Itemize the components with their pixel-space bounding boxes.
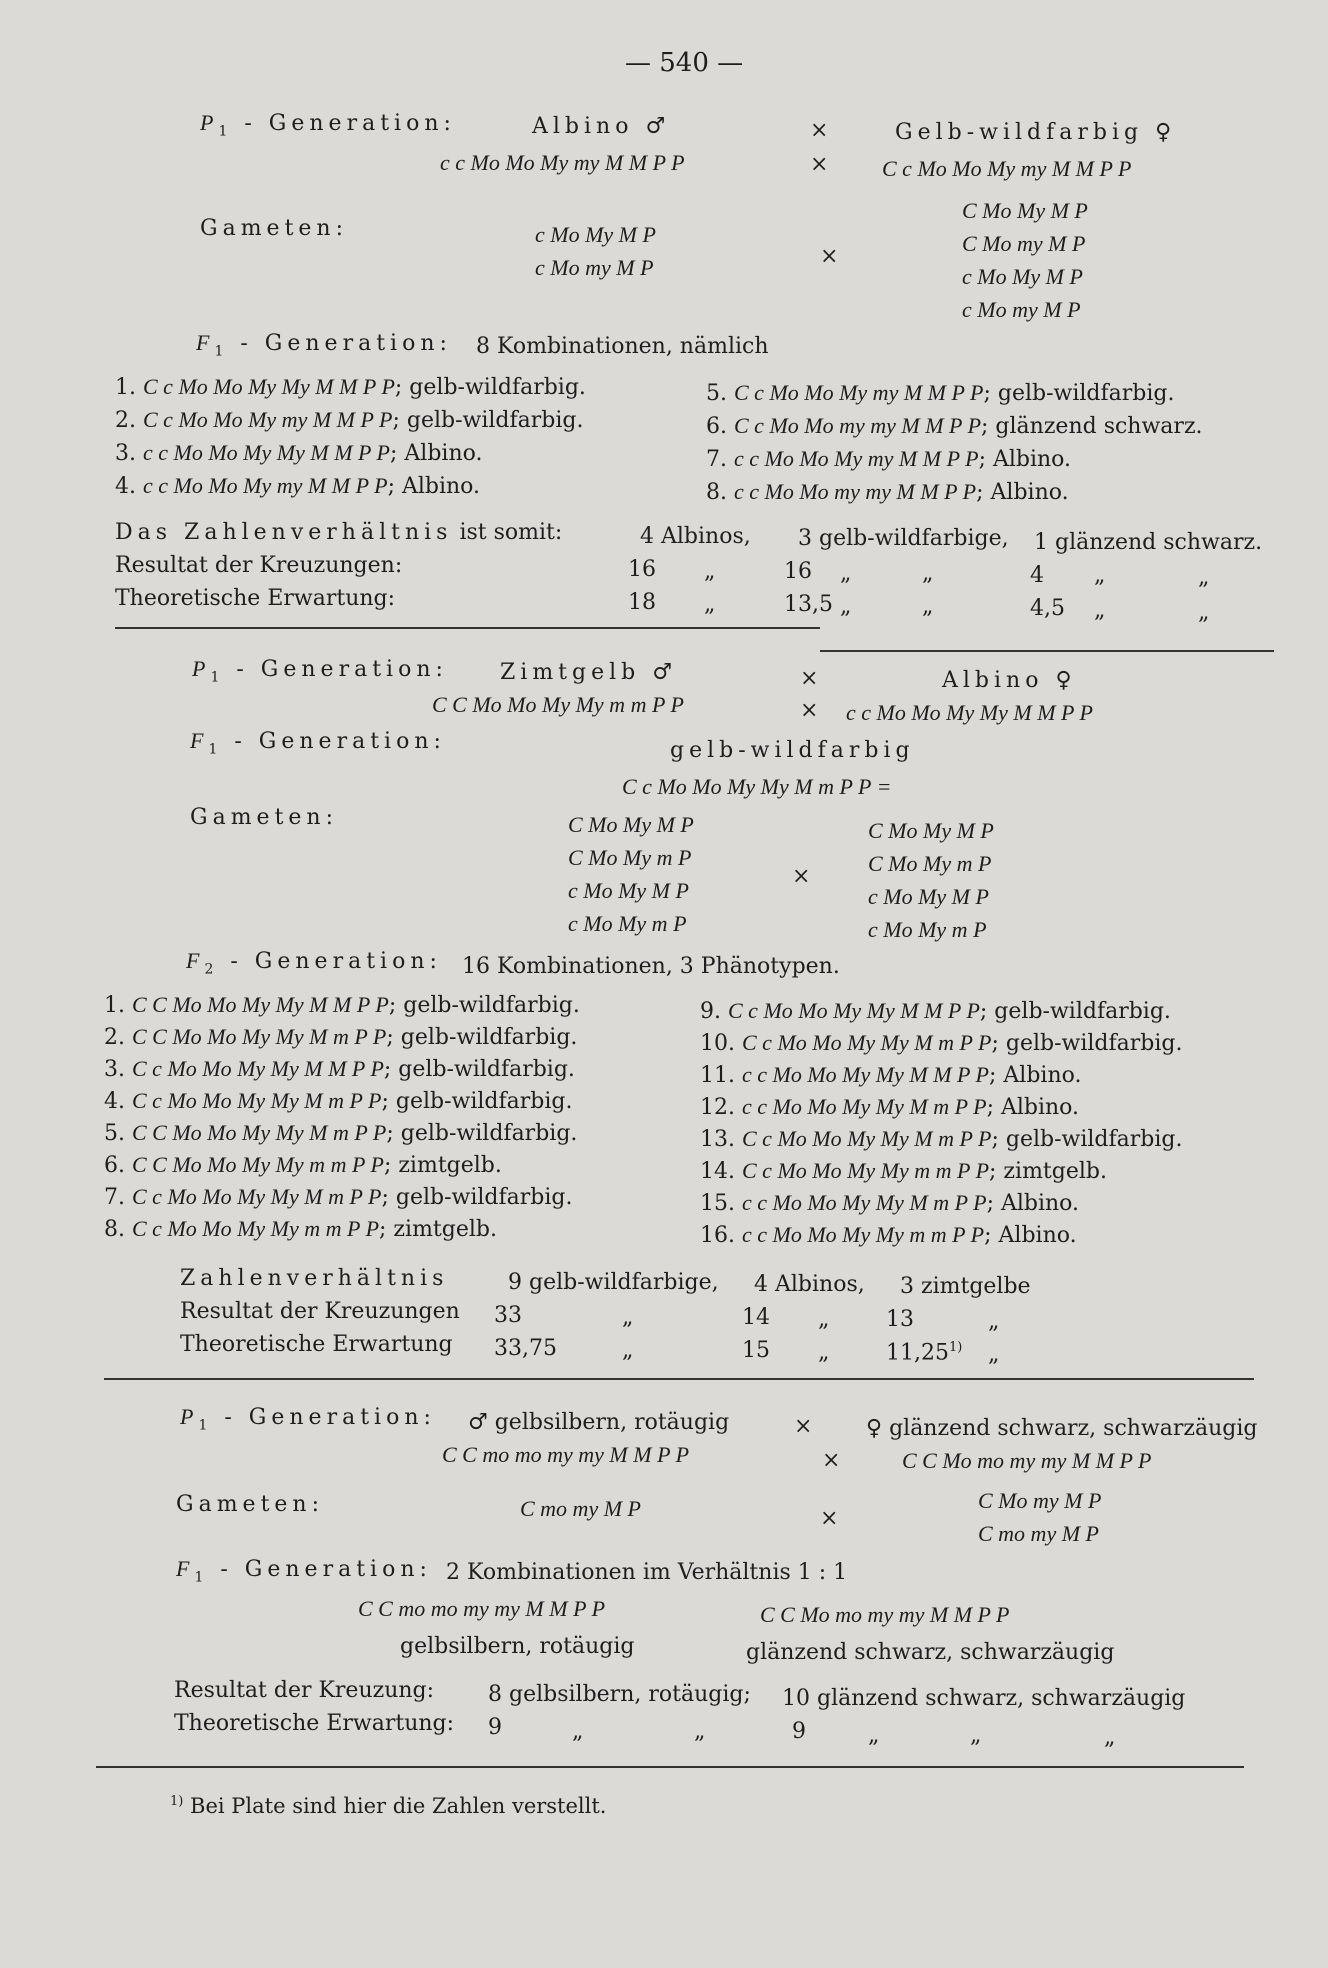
c1-theory-label: Theoretische Erwartung: xyxy=(115,586,396,611)
c2-cross-sign-2: × xyxy=(800,698,819,723)
c1-cross-sign-2: × xyxy=(810,152,829,177)
c2-combo-6: 6. C C Mo Mo My My m m P P; zimtgelb. xyxy=(104,1152,502,1178)
c2-female-phenotype: Albino ♀ xyxy=(942,668,1077,693)
c1-female-genotype: C c Mo Mo My my M M P P xyxy=(882,156,1132,181)
c1-f1-label: $F_1$ - Generation: xyxy=(196,330,452,360)
c1-female-gamete-4: c Mo my M P xyxy=(962,297,1081,322)
c2-left-gamete-2: C Mo My m P xyxy=(568,845,692,870)
c3-result-value-2: 10 glänzend schwarz, schwarzäugig xyxy=(782,1686,1186,1711)
c1-male-gamete-2: c Mo my M P xyxy=(535,255,654,280)
c3-male-phenotype: ♂ gelbsilbern, rotäugig xyxy=(468,1410,730,1435)
c1-ditto: „ xyxy=(1198,600,1210,625)
c3-result-value-1: 8 gelbsilbern, rotäugig; xyxy=(488,1682,751,1707)
c3-ditto: „ xyxy=(1104,1725,1116,1750)
c3-cross-sign-3: × xyxy=(820,1506,839,1531)
c2-combo-3: 3. C c Mo Mo My My M M P P; gelb-wildfarbig. xyxy=(104,1056,575,1082)
c2-combo-15: 15. c c Mo Mo My My M m P P; Albino. xyxy=(700,1190,1080,1216)
c2-theory-label: Theoretische Erwartung xyxy=(180,1332,453,1357)
c3-theory-label: Theoretische Erwartung: xyxy=(174,1711,455,1736)
c2-combo-7: 7. C c Mo Mo My My M m P P; gelb-wildfarbig. xyxy=(104,1184,573,1210)
c3-f1-genotype-left: C C mo mo my my M M P P xyxy=(358,1596,606,1621)
c2-f2-label: $F_2$ - Generation: xyxy=(186,948,442,978)
c1-theory-value-2: 13,5 xyxy=(784,592,833,617)
c3-ditto: „ xyxy=(694,1719,706,1744)
c1-ratio-value-3: 1 glänzend schwarz. xyxy=(1034,530,1263,555)
c2-left-gamete-1: C Mo My M P xyxy=(568,812,694,837)
c2-combo-9: 9. C c Mo Mo My My M M P P; gelb-wildfarbig. xyxy=(700,998,1171,1024)
c2-ditto: „ xyxy=(622,1305,634,1330)
c1-result-label: Resultat der Kreuzungen: xyxy=(115,553,403,578)
c2-ditto: „ xyxy=(622,1338,634,1363)
c2-right-gamete-2: C Mo My m P xyxy=(868,851,992,876)
c1-ditto: „ xyxy=(704,592,716,617)
c2-gameten-label: Gameten: xyxy=(190,805,339,830)
c1-ditto: „ xyxy=(1094,598,1106,623)
c1-ditto: „ xyxy=(840,594,852,619)
c2-result-value-2: 14 xyxy=(742,1305,770,1330)
c1-ditto: „ xyxy=(1198,565,1210,590)
c1-cross-sign-1: × xyxy=(810,118,829,143)
divider-1a xyxy=(115,627,820,629)
c2-male-phenotype: Zimtgelb ♂ xyxy=(500,660,677,685)
c1-male-genotype: c c Mo Mo My my M M P P xyxy=(440,150,685,175)
c2-combo-16: 16. c c Mo Mo My My m m P P; Albino. xyxy=(700,1222,1077,1248)
c1-combo-3: 3. c c Mo Mo My My M M P P; Albino. xyxy=(115,440,483,466)
c1-result-value-3: 4 xyxy=(1030,563,1044,588)
c3-female-genotype: C C Mo mo my my M M P P xyxy=(902,1448,1152,1473)
c1-cross-sign-3: × xyxy=(820,244,839,269)
c2-result-value-1: 33 xyxy=(494,1303,522,1328)
c3-cross-sign-1: × xyxy=(794,1414,813,1439)
c3-f1-genotype-right: C C Mo mo my my M M P P xyxy=(760,1602,1010,1627)
c2-male-genotype: C C Mo Mo My My m m P P xyxy=(432,692,684,717)
divider-3 xyxy=(96,1766,1244,1768)
c3-p1-label: $P_1$ - Generation: xyxy=(180,1404,436,1434)
c2-ratio-label: Zahlenverhältnis xyxy=(180,1266,449,1291)
c3-ditto: „ xyxy=(572,1719,584,1744)
c3-cross-sign-2: × xyxy=(822,1448,841,1473)
c2-left-gamete-4: c Mo My m P xyxy=(568,911,687,936)
c1-ratio-value-2: 3 gelb-wildfarbige, xyxy=(798,526,1009,551)
c1-ratio-label: Das Zahlenverhältnis ist somit: xyxy=(115,520,563,545)
c3-female-gamete-2: C mo my M P xyxy=(978,1521,1099,1546)
c3-theory-value-2: 9 xyxy=(792,1719,806,1744)
c2-combo-1: 1. C C Mo Mo My My M M P P; gelb-wildfarbig. xyxy=(104,992,580,1018)
c2-result-label: Resultat der Kreuzungen xyxy=(180,1299,460,1324)
c1-theory-value-1: 18 xyxy=(628,590,656,615)
c2-cross-sign-3: × xyxy=(792,864,811,889)
c1-female-gamete-1: C Mo My M P xyxy=(962,198,1088,223)
c2-combo-14: 14. C c Mo Mo My My m m P P; zimtgelb. xyxy=(700,1158,1107,1184)
page-number: — 540 — xyxy=(625,48,744,78)
c3-gameten-label: Gameten: xyxy=(176,1492,325,1517)
c3-f1-text: 2 Kombinationen im Verhältnis 1 : 1 xyxy=(446,1560,848,1585)
footnote: $^{1)}$ Bei Plate sind hier die Zahlen verstellt. xyxy=(170,1794,607,1818)
c2-ditto: „ xyxy=(818,1340,830,1365)
c1-combo-6: 6. C c Mo Mo my my M M P P; glänzend schwarz. xyxy=(706,413,1203,439)
c1-combo-1: 1. C c Mo Mo My My M M P P; gelb-wildfarbig. xyxy=(115,374,586,400)
c2-left-gamete-3: c Mo My M P xyxy=(568,878,689,903)
c2-theory-value-2: 15 xyxy=(742,1338,770,1363)
c1-combo-7: 7. c c Mo Mo My my M M P P; Albino. xyxy=(706,446,1072,472)
c1-ditto: „ xyxy=(840,561,852,586)
c2-f1-genotype: C c Mo Mo My My M m P P = xyxy=(622,774,892,799)
c2-theory-value-1: 33,75 xyxy=(494,1336,557,1361)
c2-combo-4: 4. C c Mo Mo My My M m P P; gelb-wildfarbig. xyxy=(104,1088,573,1114)
c2-combo-8: 8. C c Mo Mo My My m m P P; zimtgelb. xyxy=(104,1216,497,1242)
c1-result-value-2: 16 xyxy=(784,559,812,584)
c2-combo-5: 5. C C Mo Mo My My M m P P; gelb-wildfarbig. xyxy=(104,1120,578,1146)
c1-theory-value-3: 4,5 xyxy=(1030,596,1065,621)
c2-f1-label: $F_1$ - Generation: xyxy=(190,728,446,758)
c3-male-gamete: C mo my M P xyxy=(520,1496,641,1521)
c1-f1-text: 8 Kombinationen, nämlich xyxy=(476,334,769,359)
divider-2 xyxy=(104,1378,1254,1380)
c3-female-phenotype: ♀ glänzend schwarz, schwarzäugig xyxy=(866,1416,1258,1441)
c3-ditto: „ xyxy=(868,1723,880,1748)
c2-right-gamete-3: c Mo My M P xyxy=(868,884,989,909)
c2-ditto: „ xyxy=(818,1307,830,1332)
c2-ratio-value-1: 9 gelb-wildfarbige, xyxy=(508,1270,719,1295)
c3-female-gamete-1: C Mo my M P xyxy=(978,1488,1102,1513)
c1-ditto: „ xyxy=(922,594,934,619)
c1-female-phenotype: Gelb-wildfarbig ♀ xyxy=(895,120,1177,145)
c1-result-value-1: 16 xyxy=(628,557,656,582)
c2-theory-value-3: 11,25$^{1)}$ xyxy=(886,1340,963,1366)
c2-female-genotype: c c Mo Mo My My M M P P xyxy=(846,700,1093,725)
c3-f1-label: $F_1$ - Generation: xyxy=(176,1556,432,1586)
c1-combo-5: 5. C c Mo Mo My my M M P P; gelb-wildfarbig. xyxy=(706,380,1175,406)
c2-right-gamete-4: c Mo My m P xyxy=(868,917,987,942)
c1-female-gamete-3: c Mo My M P xyxy=(962,264,1083,289)
c1-female-gamete-2: C Mo my M P xyxy=(962,231,1086,256)
c1-male-phenotype: Albino ♂ xyxy=(532,114,671,139)
c2-result-value-3: 13 xyxy=(886,1307,914,1332)
c1-p1-label: $P_1$ - Generation: xyxy=(200,110,456,140)
c1-gameten-label: Gameten: xyxy=(200,216,349,241)
c2-ratio-value-3: 3 zimtgelbe xyxy=(900,1274,1031,1299)
c3-male-genotype: C C mo mo my my M M P P xyxy=(442,1442,690,1467)
c2-f1-phenotype: gelb-wildfarbig xyxy=(670,738,915,763)
c3-theory-value-1: 9 xyxy=(488,1715,502,1740)
c2-ditto: „ xyxy=(988,1342,1000,1367)
c1-combo-4: 4. c c Mo Mo My my M M P P; Albino. xyxy=(115,473,481,499)
c2-combo-12: 12. c c Mo Mo My My M m P P; Albino. xyxy=(700,1094,1080,1120)
c3-f1-phenotype-right: glänzend schwarz, schwarzäugig xyxy=(746,1640,1115,1665)
c2-p1-label: $P_1$ - Generation: xyxy=(192,656,448,686)
c2-ratio-value-2: 4 Albinos, xyxy=(754,1272,865,1297)
c3-f1-phenotype-left: gelbsilbern, rotäugig xyxy=(400,1634,635,1659)
c2-combo-2: 2. C C Mo Mo My My M m P P; gelb-wildfarbig. xyxy=(104,1024,578,1050)
c2-combo-10: 10. C c Mo Mo My My M m P P; gelb-wildfarbig. xyxy=(700,1030,1183,1056)
c2-cross-sign-1: × xyxy=(800,666,819,691)
c3-result-label: Resultat der Kreuzung: xyxy=(174,1678,435,1703)
c2-combo-13: 13. C c Mo Mo My My M m P P; gelb-wildfarbig. xyxy=(700,1126,1183,1152)
c2-ditto: „ xyxy=(988,1309,1000,1334)
c1-combo-2: 2. C c Mo Mo My my M M P P; gelb-wildfarbig. xyxy=(115,407,584,433)
c2-combo-11: 11. c c Mo Mo My My M M P P; Albino. xyxy=(700,1062,1082,1088)
c1-ratio-value-1: 4 Albinos, xyxy=(640,524,751,549)
c1-ditto: „ xyxy=(922,561,934,586)
c2-right-gamete-1: C Mo My M P xyxy=(868,818,994,843)
divider-1b xyxy=(820,650,1274,652)
c1-combo-8: 8. c c Mo Mo my my M M P P; Albino. xyxy=(706,479,1069,505)
c3-ditto: „ xyxy=(970,1723,982,1748)
c1-ditto: „ xyxy=(704,559,716,584)
c1-male-gamete-1: c Mo My M P xyxy=(535,222,656,247)
c2-f2-text: 16 Kombinationen, 3 Phänotypen. xyxy=(462,954,840,979)
c1-ditto: „ xyxy=(1094,563,1106,588)
